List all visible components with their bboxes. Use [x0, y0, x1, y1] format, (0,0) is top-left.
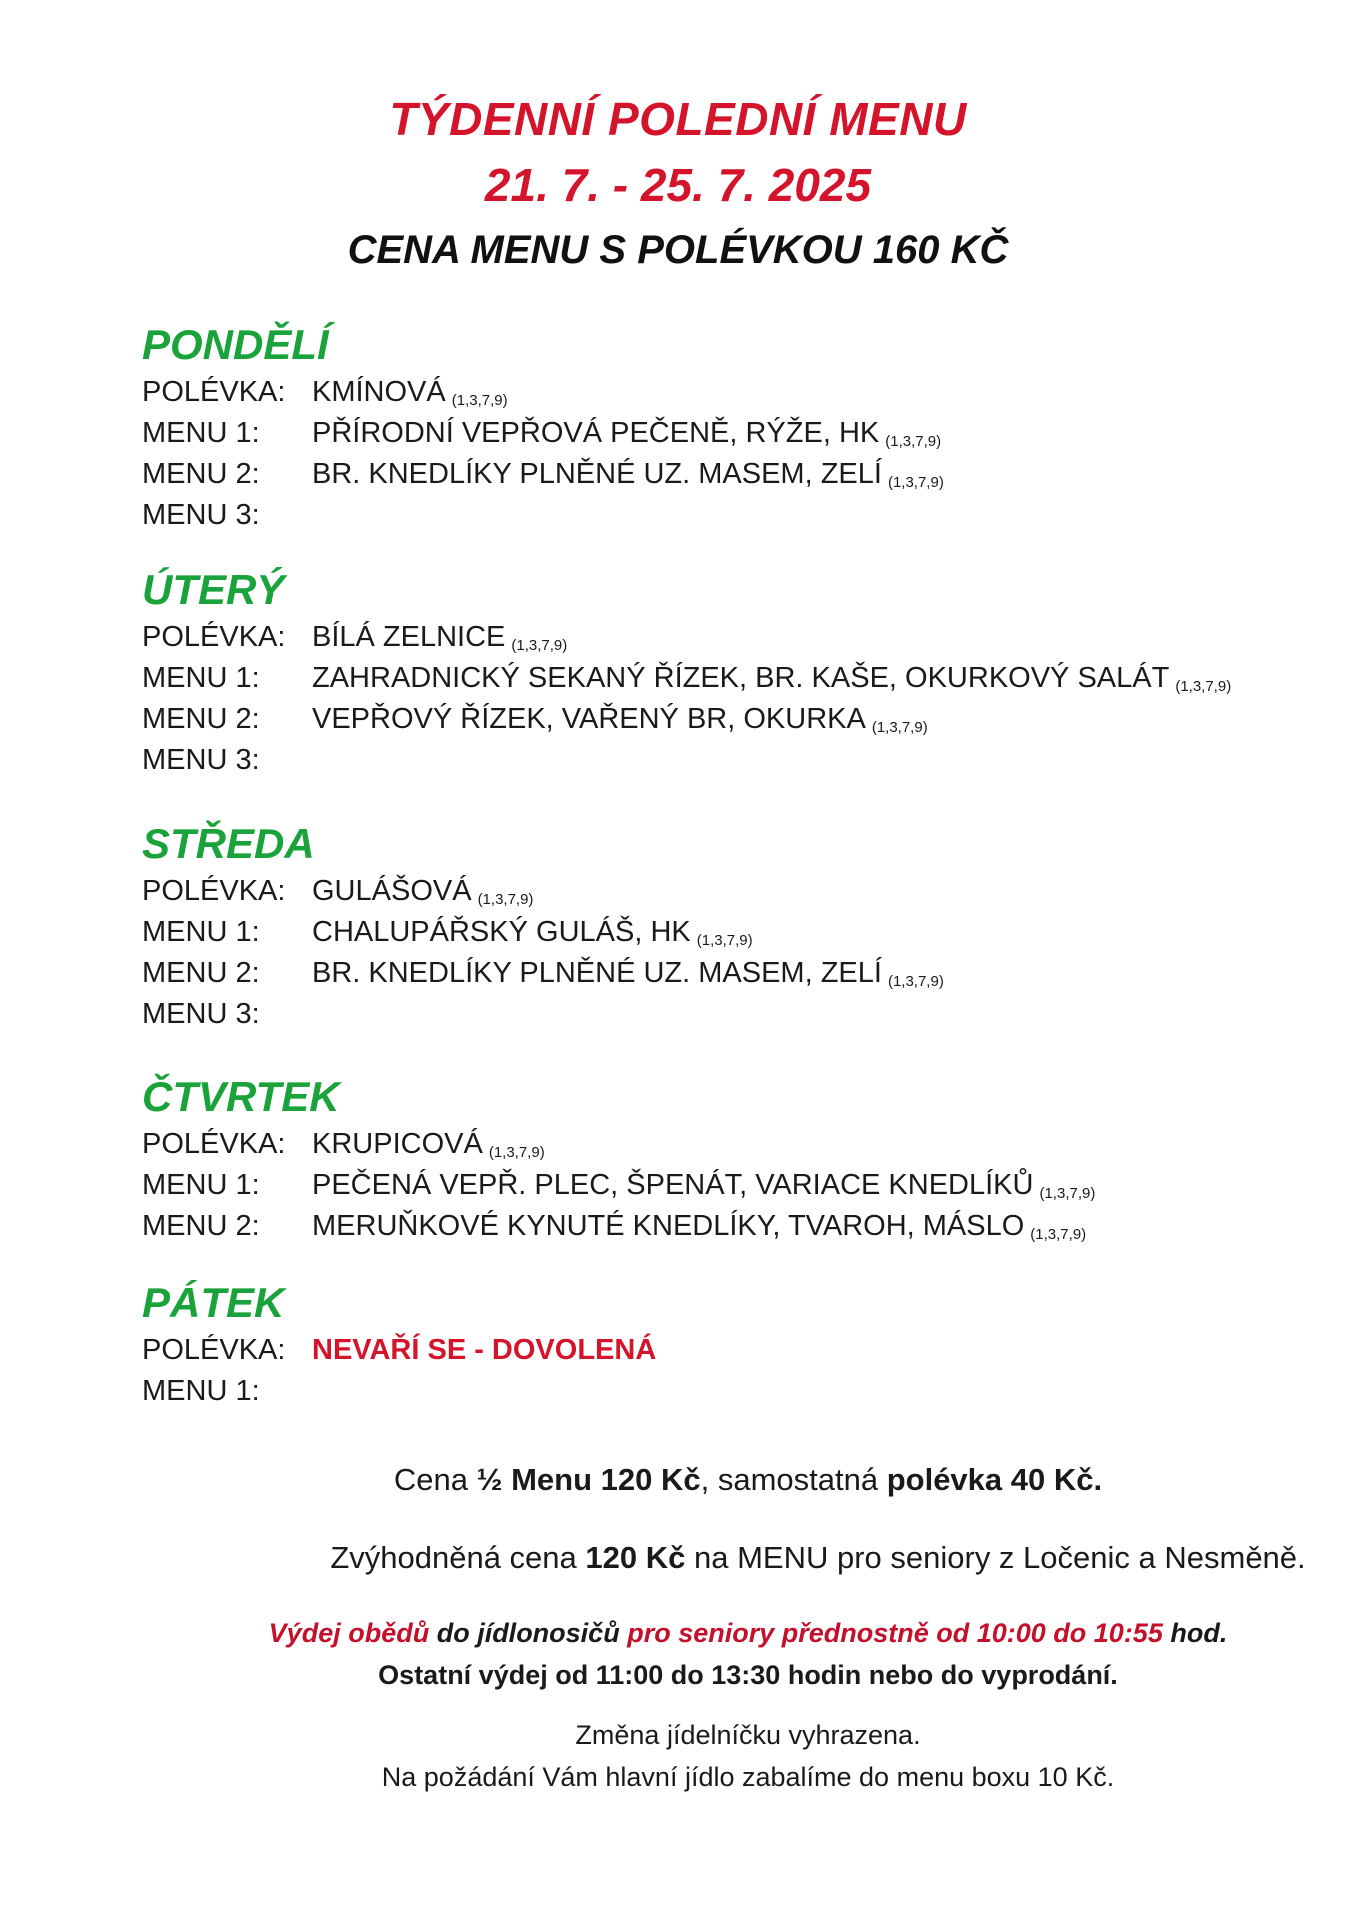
- row-label: MENU 1:: [142, 1375, 260, 1407]
- row-label: POLÉVKA:: [142, 1128, 286, 1160]
- day-section-tuesday: [142, 563, 1292, 781]
- dish-name: KRUPICOVÁ (1,3,7,9): [312, 1128, 545, 1161]
- half-menu-price-note: Cena ½ Menu 120 Kč, samostatná polévka 40 Kč.: [393, 1462, 1103, 1497]
- menu-row: [142, 740, 1292, 781]
- allergens-label: (1,3,7,9): [1039, 1185, 1096, 1202]
- menu-row: [142, 372, 1292, 413]
- day-name: STŘEDA: [142, 820, 315, 867]
- allergens-label: (1,3,7,9): [871, 719, 928, 736]
- row-label: MENU 1:: [142, 417, 260, 449]
- dish-name: BÍLÁ ZELNICE (1,3,7,9): [312, 621, 568, 654]
- closed-notice: NEVAŘÍ SE - DOVOLENÁ: [312, 1334, 657, 1366]
- menu-row: [142, 1206, 1292, 1247]
- box-packing-note: Na požádání Vám hlavní jídlo zabalíme do menu boxu 10 Kč.: [381, 1762, 1115, 1792]
- menu-row: [142, 699, 1292, 740]
- menu-row: [142, 1165, 1292, 1206]
- dish-name: PŘÍRODNÍ VEPŘOVÁ PEČENĚ, RÝŽE, HK (1,3,7,9): [312, 417, 942, 450]
- row-label: POLÉVKA:: [142, 376, 286, 408]
- menu-price: CENA MENU S POLÉVKOU 160 KČ: [347, 228, 1009, 272]
- dish-name: KMÍNOVÁ (1,3,7,9): [312, 376, 508, 409]
- row-label: MENU 2:: [142, 1210, 260, 1242]
- dish-name: GULÁŠOVÁ (1,3,7,9): [312, 875, 534, 908]
- allergens-label: (1,3,7,9): [1175, 678, 1232, 695]
- dish-name: PEČENÁ VEPŘ. PLEC, ŠPENÁT, VARIACE KNEDLÍKŮ (1,3,7,9): [312, 1169, 1096, 1202]
- menu-row: [142, 953, 1292, 994]
- menu-row: [142, 1330, 1292, 1371]
- senior-pickup-note: Výdej obědů do jídlonosičů pro seniory přednostně od 10:00 do 10:55 hod.: [268, 1618, 1228, 1648]
- allergens-label: (1,3,7,9): [696, 932, 753, 949]
- menu-row: [142, 1371, 1292, 1412]
- row-label: POLÉVKA:: [142, 1334, 286, 1366]
- menu-row: [142, 912, 1292, 953]
- allergens-label: (1,3,7,9): [477, 891, 534, 908]
- menu-row: [142, 454, 1292, 495]
- dish-name: MERUŇKOVÉ KYNUTÉ KNEDLÍKY, TVAROH, MÁSLO (1,3,7,9): [312, 1210, 1087, 1243]
- day-section-monday: [142, 318, 1292, 536]
- allergens-label: (1,3,7,9): [887, 973, 944, 990]
- dish-name: VEPŘOVÝ ŘÍZEK, VAŘENÝ BR, OKURKA (1,3,7,9): [312, 703, 928, 736]
- day-name: PÁTEK: [142, 1279, 285, 1326]
- menu-row: [142, 1124, 1292, 1165]
- page-title: TÝDENNÍ POLEDNÍ MENU: [389, 93, 967, 145]
- allergens-label: (1,3,7,9): [511, 637, 568, 654]
- menu-row: [142, 658, 1292, 699]
- day-name: ÚTERÝ: [142, 566, 285, 613]
- menu-row: [142, 871, 1292, 912]
- dish-name: CHALUPÁŘSKÝ GULÁŠ, HK (1,3,7,9): [312, 916, 753, 949]
- menu-row: [142, 994, 1292, 1035]
- allergens-label: (1,3,7,9): [451, 392, 508, 409]
- row-label: MENU 3:: [142, 744, 260, 776]
- row-label: MENU 2:: [142, 458, 260, 490]
- row-label: MENU 1:: [142, 1169, 260, 1201]
- row-label: MENU 3:: [142, 998, 260, 1030]
- senior-price-note: Zvýhodněná cena 120 Kč na MENU pro seniory z Ločenic a Nesměně.: [330, 1540, 1306, 1575]
- allergens-label: (1,3,7,9): [1030, 1226, 1087, 1243]
- day-section-thursday: [142, 1070, 1292, 1247]
- row-label: MENU 2:: [142, 957, 260, 989]
- menu-row: [142, 495, 1292, 536]
- row-label: POLÉVKA:: [142, 875, 286, 907]
- menu-row: [142, 413, 1292, 454]
- allergens-label: (1,3,7,9): [488, 1144, 545, 1161]
- row-label: POLÉVKA:: [142, 621, 286, 653]
- menu-change-note: Změna jídelníčku vyhrazena.: [575, 1720, 921, 1750]
- dish-name: BR. KNEDLÍKY PLNĚNÉ UZ. MASEM, ZELÍ (1,3,7,9): [312, 957, 944, 990]
- allergens-label: (1,3,7,9): [887, 474, 944, 491]
- row-label: MENU 3:: [142, 499, 260, 531]
- day-name: ČTVRTEK: [142, 1073, 340, 1120]
- day-section-wednesday: [142, 817, 1292, 1035]
- allergens-label: (1,3,7,9): [885, 433, 942, 450]
- row-label: MENU 1:: [142, 916, 260, 948]
- dish-name: ZAHRADNICKÝ SEKANÝ ŘÍZEK, BR. KAŠE, OKURKOVÝ SALÁT (1,3,7,9): [312, 662, 1232, 695]
- menu-row: [142, 617, 1292, 658]
- dish-name: BR. KNEDLÍKY PLNĚNÉ UZ. MASEM, ZELÍ (1,3,7,9): [312, 458, 944, 491]
- day-name: PONDĚLÍ: [142, 321, 329, 368]
- general-pickup-note: Ostatní výdej od 11:00 do 13:30 hodin nebo do vyprodání.: [378, 1660, 1118, 1690]
- row-label: MENU 1:: [142, 662, 260, 694]
- day-section-friday: [142, 1276, 1292, 1412]
- date-range: 21. 7. - 25. 7. 2025: [484, 159, 872, 211]
- row-label: MENU 2:: [142, 703, 260, 735]
